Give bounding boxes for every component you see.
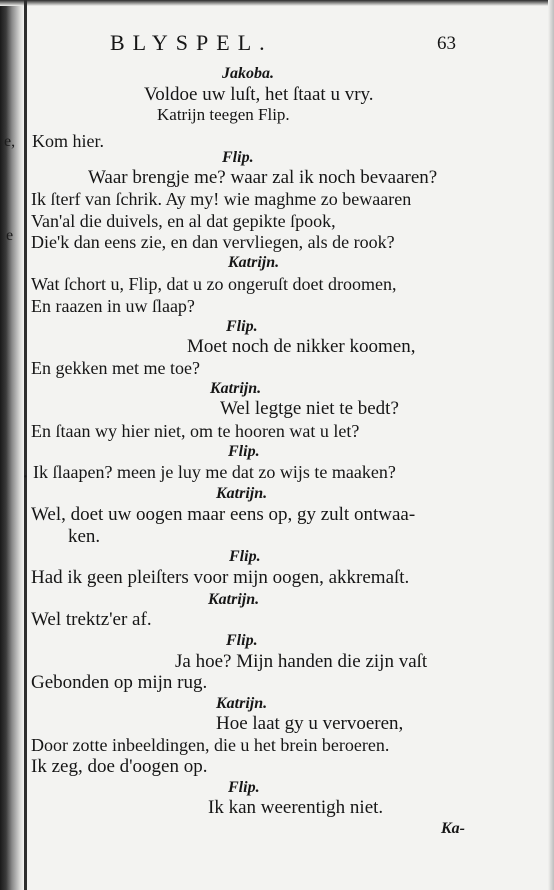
verse-line: Ik ſlaapen? meen je luy me dat zo wijs te maaken? [33,462,396,482]
page-number: 63 [437,33,456,54]
verse-line: Ik zeg, doe d'oogen op. [31,756,208,777]
speaker-name: Flip. [226,318,258,335]
verse-line: Door zotte inbeeldingen, die u het brein beroeren. [31,735,390,755]
verse-line: Waar brengje me? waar zal ik noch bevaaren? [88,167,438,188]
speaker-name: Flip. [229,548,261,565]
speaker-name: Jakoba. [222,65,274,82]
speaker-name: Katrijn. [208,591,260,608]
verse-line: Hoe laat gy u vervoeren, [216,713,404,734]
stage-direction: Katrijn teegen Flip. [157,105,290,124]
speaker-name: Flip. [222,149,254,166]
verse-line: Kom hier. [32,131,104,151]
catchword: Ka- [441,820,465,837]
verse-line: Die'k dan eens zie, en dan vervliegen, als de rook? [31,232,395,252]
verse-line: Ik kan weerentigh niet. [208,797,384,818]
margin-mark: e [6,227,14,244]
verse-line: Moet noch de nikker koomen, [187,336,416,357]
verse-line: Van'al die duivels, en al dat gepikte ſpook, [31,211,336,231]
speaker-name: Katrijn. [216,485,268,502]
speaker-name: Katrijn. [210,380,262,397]
gutter-line [24,0,27,890]
verse-line: En raazen in uw ſlaap? [31,296,195,316]
verse-line: Ik ſterf van ſchrik. Ay my! wie maghme zo bewaaren [31,189,412,209]
margin-mark: e, [4,133,16,150]
speaker-name: Flip. [228,443,260,460]
margin-mark: · [22,466,29,488]
right-edge-shadow [548,0,554,890]
verse-line: Had ik geen pleiſters voor mijn oogen, akkremaſt. [31,567,410,588]
verse-line: ken. [68,526,101,547]
verse-line: Wel legtge niet te bedt? [220,398,399,419]
verse-line: Voldoe uw luſt, het ſtaat u vry. [144,84,374,105]
speaker-name: Flip. [228,779,260,796]
verse-line: Wel, doet uw oogen maar eens op, gy zult ontwaa- [31,504,416,525]
top-edge-shadow [0,0,554,6]
speaker-name: Katrijn. [216,695,268,712]
speaker-name: Flip. [226,632,258,649]
verse-line: En ſtaan wy hier niet, om te hooren wat u let? [31,421,360,441]
speaker-name: Katrijn. [228,254,280,271]
running-title: BLYSPEL. [110,30,273,55]
verse-line: Ja hoe? Mijn handen die zijn vaſt [175,651,428,672]
verse-line: Gebonden op mijn rug. [31,672,208,693]
verse-line: Wel trektz'er af. [31,609,152,630]
verse-line: Wat ſchort u, Flip, dat u zo ongeruſt doet droomen, [31,274,397,294]
verse-line: En gekken met me toe? [31,358,200,378]
